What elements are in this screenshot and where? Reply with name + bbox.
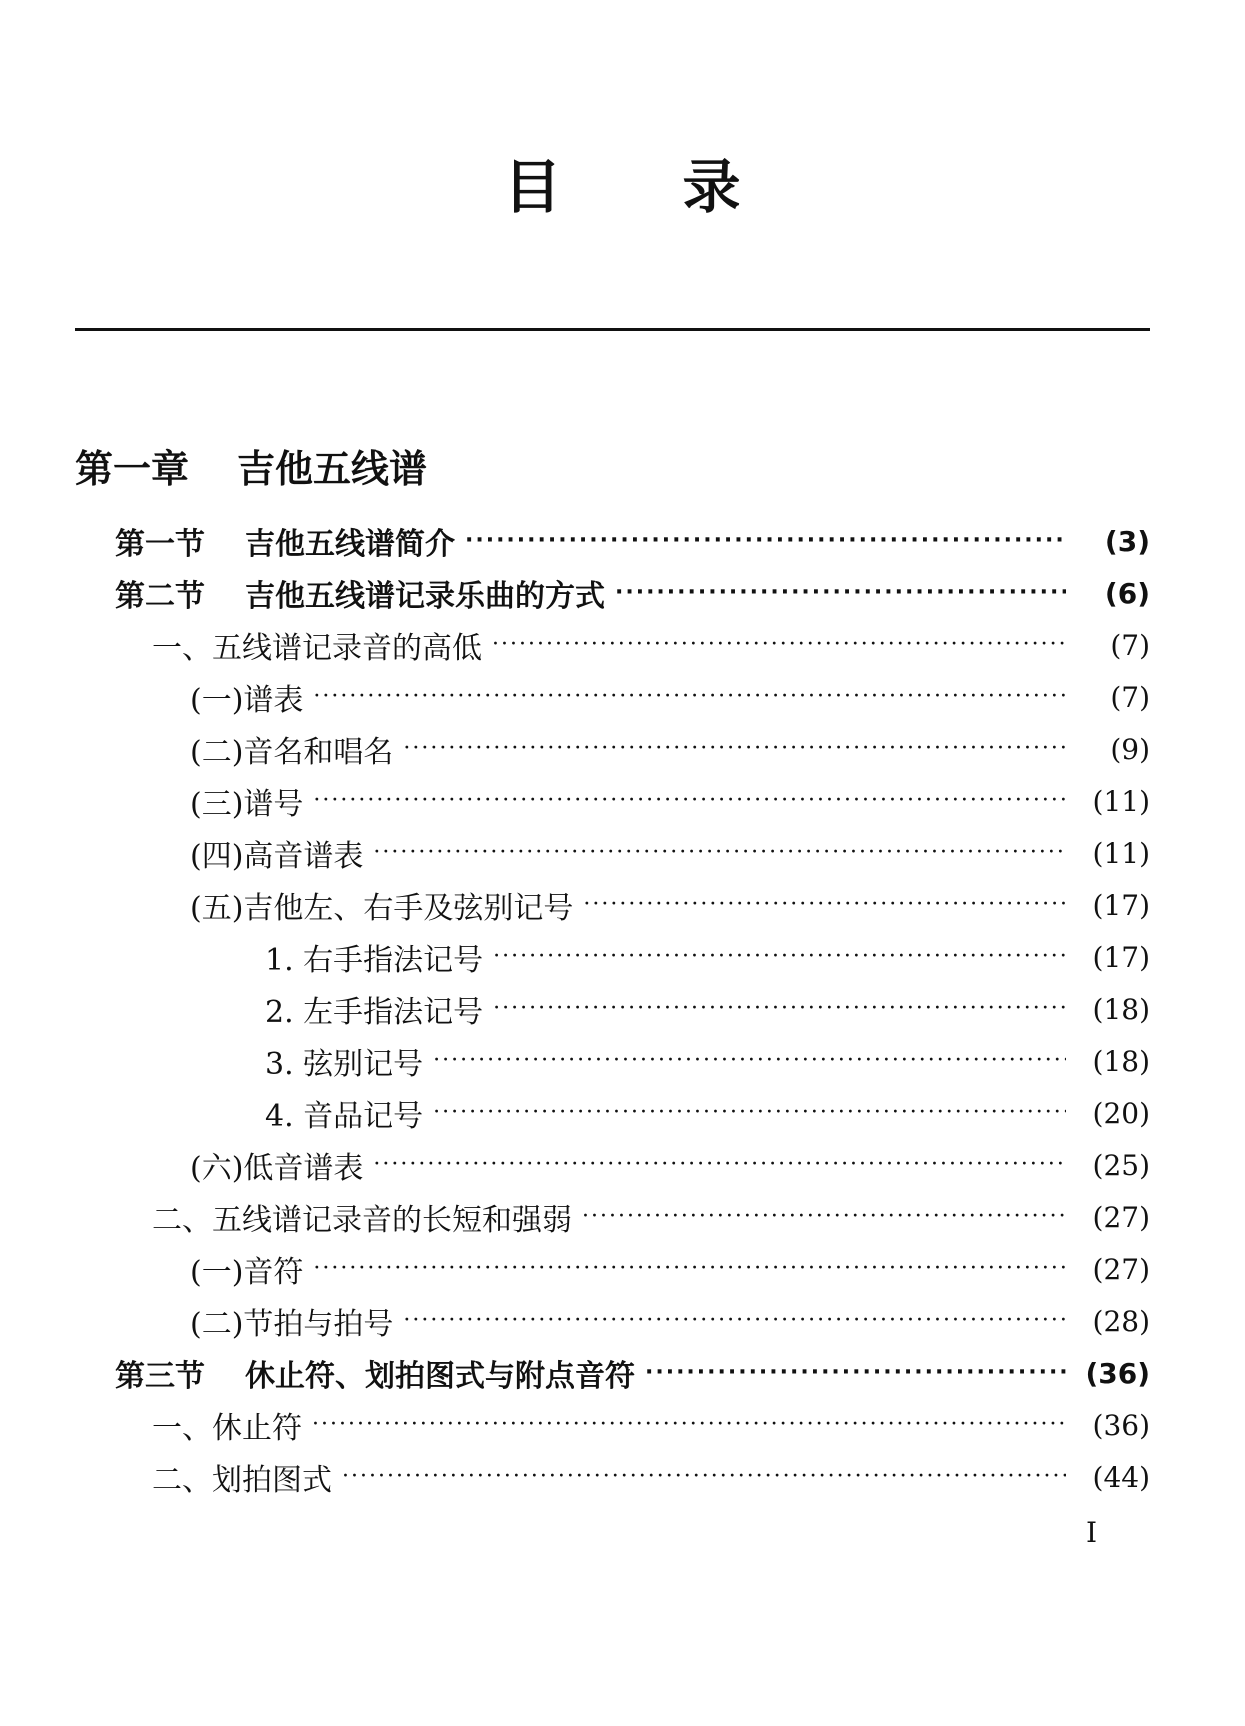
dot-leader	[492, 630, 1066, 660]
toc-entry	[152, 620, 1150, 670]
toc-page-number: (6)	[1104, 576, 1150, 610]
toc-page-number: (3)	[1104, 524, 1150, 558]
toc-section-label: 第三节	[115, 1359, 205, 1394]
toc-page-number: (17)	[1092, 940, 1150, 974]
toc-entry-text: 二、五线谱记录音的长短和强弱	[152, 1203, 572, 1238]
toc-page-number: (28)	[1092, 1304, 1150, 1338]
chapter-label: 第一章	[75, 447, 190, 491]
dot-leader	[312, 1410, 1066, 1440]
toc-entry	[152, 1452, 1150, 1502]
toc-entry-text: 1. 右手指法记号	[265, 943, 484, 978]
toc-page-number: (27)	[1092, 1200, 1150, 1234]
toc-entry-text: 一、休止符	[152, 1411, 302, 1446]
toc-entry-title	[190, 1299, 393, 1343]
toc-entry	[190, 1140, 1150, 1190]
toc-page-number: (7)	[1110, 680, 1150, 714]
toc-entry	[265, 932, 1150, 982]
toc-entry-text: 二、划拍图式	[152, 1463, 332, 1498]
toc-entry-title	[152, 1195, 572, 1239]
toc-entry	[152, 1192, 1150, 1242]
toc-entry	[190, 1244, 1150, 1294]
toc-entry-title	[152, 623, 482, 667]
toc-entry-title	[265, 1039, 423, 1083]
toc-entry	[190, 828, 1150, 878]
toc-page-number: (9)	[1110, 732, 1150, 766]
toc-section-label: 第二节	[115, 579, 205, 614]
dot-leader	[493, 994, 1066, 1024]
dot-leader	[313, 1254, 1066, 1284]
toc-entry	[190, 880, 1150, 930]
toc-page-number: (20)	[1092, 1096, 1150, 1130]
dot-leader	[403, 734, 1066, 764]
toc-entry-text: (二)音名和唱名	[190, 735, 394, 770]
dot-leader	[582, 1202, 1066, 1232]
dot-leader	[433, 1098, 1066, 1128]
toc-entry-text: (一)音符	[190, 1255, 304, 1290]
toc-entry	[190, 776, 1150, 826]
toc-page-number: (36)	[1085, 1356, 1150, 1390]
toc-page-number: (17)	[1092, 888, 1150, 922]
dot-leader	[313, 786, 1066, 816]
toc-entry	[265, 984, 1150, 1034]
toc-page-number: (44)	[1092, 1460, 1150, 1494]
toc-entry-title	[190, 883, 573, 927]
dot-leader	[313, 682, 1066, 712]
dot-leader	[493, 942, 1066, 972]
toc-entry	[115, 1348, 1150, 1398]
toc-entry-text: (二)节拍与拍号	[190, 1307, 394, 1342]
toc-entry-text: 一、五线谱记录音的高低	[152, 631, 482, 666]
chapter-name: 吉他五线谱	[237, 447, 428, 491]
dot-leader	[465, 526, 1066, 556]
chapter-heading	[75, 438, 427, 493]
dot-leader	[583, 890, 1066, 920]
toc-page-number: (18)	[1092, 992, 1150, 1026]
title-char-right: 录	[682, 153, 742, 221]
title-char-left: 目	[503, 153, 563, 221]
toc-entry	[265, 1036, 1150, 1086]
toc-entry-title	[152, 1403, 302, 1447]
toc-entry	[190, 724, 1150, 774]
toc-page-number: (7)	[1110, 628, 1150, 662]
dot-leader	[433, 1046, 1066, 1076]
toc-entry-text: (五)吉他左、右手及弦别记号	[190, 891, 574, 926]
toc-page-number: (18)	[1092, 1044, 1150, 1078]
toc-page-number: (25)	[1092, 1148, 1150, 1182]
dot-leader	[373, 838, 1066, 868]
toc-entry-title	[115, 571, 605, 615]
page-title	[0, 140, 1245, 224]
toc-entry-title	[190, 727, 393, 771]
toc-entry-text: 3. 弦别记号	[265, 1047, 424, 1082]
toc-entry-text: (六)低音谱表	[190, 1151, 364, 1186]
title-divider	[75, 328, 1150, 331]
toc-entry-text: 4. 音品记号	[265, 1099, 424, 1134]
dot-leader	[373, 1150, 1066, 1180]
toc-entry-title	[190, 779, 303, 823]
page-number: I	[1086, 1516, 1098, 1549]
dot-leader	[403, 1306, 1066, 1336]
toc-entry	[152, 1400, 1150, 1450]
toc-entry-title	[265, 1091, 423, 1135]
toc-entry	[115, 516, 1150, 566]
toc-entry-title	[190, 675, 303, 719]
toc-entry-title	[190, 1143, 363, 1187]
toc-entry-title	[265, 987, 483, 1031]
toc-entry	[190, 672, 1150, 722]
toc-entry	[190, 1296, 1150, 1346]
toc-entry-title	[190, 831, 363, 875]
toc-entry-text: (四)高音谱表	[190, 839, 364, 874]
dot-leader	[342, 1462, 1066, 1492]
toc-entry	[265, 1088, 1150, 1138]
toc-entry-title	[115, 519, 455, 563]
toc-entry	[115, 568, 1150, 618]
dot-leader	[645, 1358, 1066, 1388]
toc-entry-text: (三)谱号	[190, 787, 304, 822]
toc-entry-title	[152, 1455, 332, 1499]
toc-entry-text: 休止符、划拍图式与附点音符	[245, 1359, 635, 1394]
toc-page-number: (36)	[1092, 1408, 1150, 1442]
toc-entry-text: 吉他五线谱简介	[245, 527, 455, 562]
toc-page-number: (11)	[1092, 836, 1150, 870]
dot-leader	[615, 578, 1066, 608]
toc-entry-text: 2. 左手指法记号	[265, 995, 484, 1030]
toc-entry-text: 吉他五线谱记录乐曲的方式	[245, 579, 605, 614]
toc-page-number: (27)	[1092, 1252, 1150, 1286]
toc-entry-text: (一)谱表	[190, 683, 304, 718]
toc-page-number: (11)	[1092, 784, 1150, 818]
toc-section-label: 第一节	[115, 527, 205, 562]
toc-entry-title	[115, 1351, 635, 1395]
toc-entry-title	[190, 1247, 303, 1291]
toc-entry-title	[265, 935, 483, 979]
